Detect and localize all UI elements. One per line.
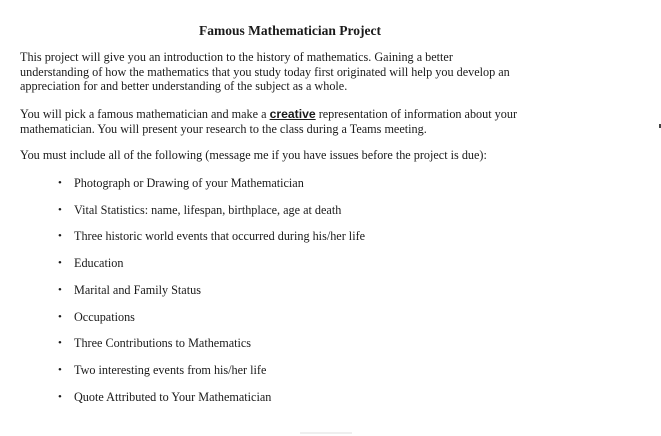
list-item	[58, 255, 123, 271]
list-item	[58, 362, 266, 378]
intro-line: understanding of how the mathematics that you study today first originated will help you develop an	[20, 64, 510, 79]
list-item-text: Vital Statistics: name, lifespan, birthplace, age at death	[74, 203, 342, 217]
intro-line: appreciation for and better understanding of the subject as a whole.	[20, 79, 348, 93]
bullet-icon: •	[58, 364, 62, 376]
assignment-line: mathematician. You will present your research to the class during a Teams meeting.	[20, 121, 427, 136]
intro-paragraph	[20, 50, 580, 94]
list-item	[58, 175, 304, 191]
list-item	[58, 202, 341, 218]
list-item	[58, 282, 201, 298]
assignment-text-before: You will pick a famous mathematician and make a	[20, 107, 270, 121]
list-item	[58, 389, 271, 405]
bullet-icon: •	[58, 230, 62, 242]
list-item	[58, 228, 365, 244]
list-item-text: Occupations	[74, 310, 135, 324]
page-shadow	[300, 432, 352, 434]
list-item-text: Three Contributions to Mathematics	[74, 336, 252, 350]
list-item-text: Two interesting events from his/her life	[74, 363, 267, 377]
bullet-icon: •	[58, 311, 62, 323]
list-item	[58, 309, 135, 325]
bullet-icon: •	[58, 337, 62, 349]
list-item-text: Three historic world events that occurred during his/her life	[74, 229, 366, 243]
bullet-icon: •	[58, 257, 62, 269]
bullet-icon: •	[58, 204, 62, 216]
assignment-line	[20, 107, 580, 122]
creative-emphasis: creative	[269, 107, 316, 121]
list-item-text: Marital and Family Status	[74, 283, 201, 297]
assignment-text-after: representation of information about your	[315, 107, 518, 121]
bullet-icon: •	[58, 284, 62, 296]
list-item-text: Photograph or Drawing of your Mathematician	[74, 176, 304, 190]
list-item-text: Education	[74, 256, 124, 270]
list-item	[58, 335, 251, 351]
list-item-text: Quote Attributed to Your Mathematician	[74, 390, 272, 404]
assignment-paragraph	[20, 107, 580, 136]
bullet-icon: •	[58, 177, 62, 189]
bullet-icon: •	[58, 391, 62, 403]
requirements-intro: You must include all of the following (message me if you have issues before the project is due):	[20, 148, 487, 162]
intro-line: This project will give you an introduction to the history of mathematics. Gaining a better	[20, 50, 453, 64]
document-title: Famous Mathematician Project	[199, 23, 381, 38]
